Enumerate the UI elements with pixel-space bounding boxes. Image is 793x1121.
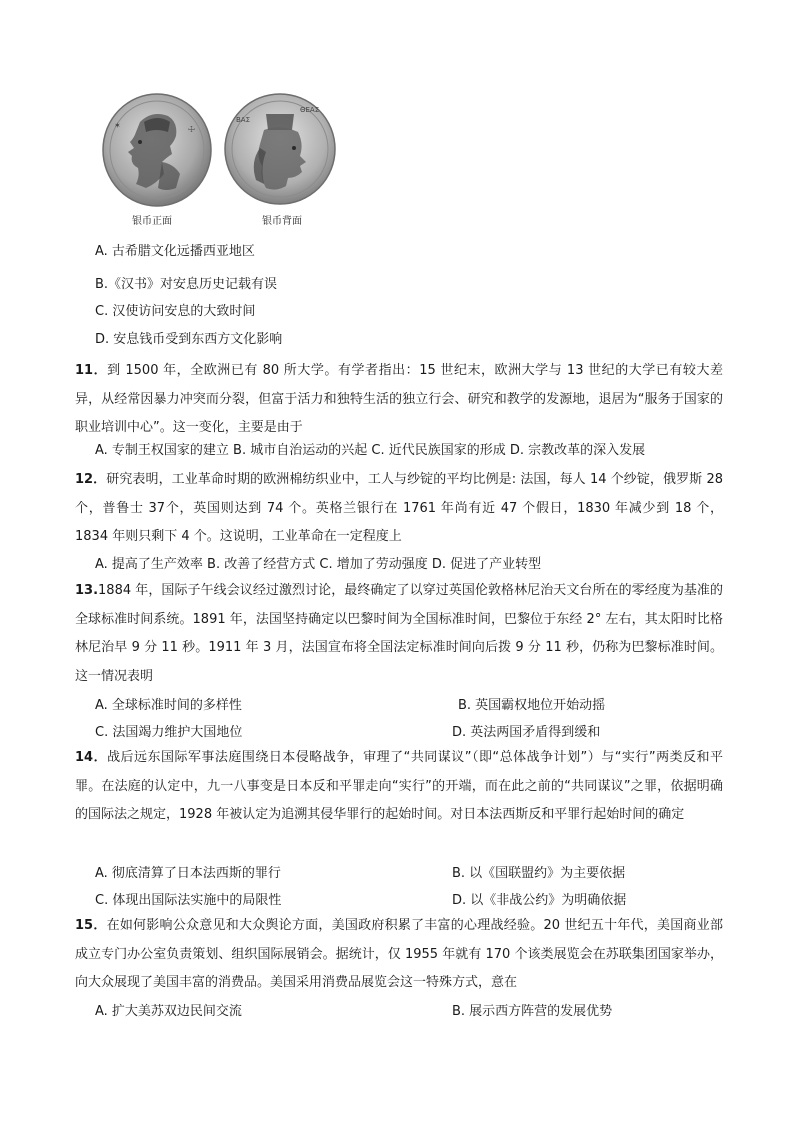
q13-option-d: D. 英法两国矛盾得到缓和: [452, 725, 601, 740]
q13-option-c: C. 法国竭力维护大国地位: [95, 725, 243, 740]
question-15-number: 15．: [75, 918, 107, 933]
q13-option-a: A. 全球标准时间的多样性: [95, 698, 242, 713]
question-11-number: 11．: [75, 363, 108, 378]
q15-option-b: B. 展示西方阵营的发展优势: [452, 1004, 613, 1019]
silver-coins-image: [100, 92, 340, 210]
question-15-stem: 在如何影响公众意见和大众舆论方面，美国政府积累了丰富的心理战经验。20 世纪五十年代，美国商业部成立专门办公室负责策划、组织国际展销会。据统计，仅 1955 年就有 170 个该类展览会在苏联集团国家举办，向大众展现了美国丰富的消费品。美国采用消费品展览会这一特殊方式，意在: [75, 918, 723, 990]
question-12-stem: 研究表明，工业革命时期的欧洲棉纺织业中，工人与纱锭的平均比例是: 法国，每人 14 个纱锭，俄罗斯 28 个，普鲁士 37个，英国则达到 74 个。英格兰银行在 1761 年尚有近 47 个假日，1830 年减少到 18 个，1834 年则只剩下 4 个。这说明，工业革命在一定程度上: [75, 472, 724, 544]
q14-option-d: D. 以《非战公约》为明确依据: [452, 893, 627, 908]
q12-options: A. 提高了生产效率 B. 改善了经营方式 C. 增加了劳动强度 D. 促进了产业转型: [95, 557, 542, 572]
q11-options: A. 专制王权国家的建立 B. 城市自治运动的兴起 C. 近代民族国家的形成 D. 宗教改革的深入发展: [95, 443, 646, 458]
coin-front-caption: 银币正面: [132, 216, 172, 227]
question-11-stem: 到 1500 年，全欧洲已有 80 所大学。有学者指出：15 世纪末，欧洲大学与 13 世纪的大学已有较大差异，从经常因暴力冲突而分裂，但富于活力和独特生活的独立行会、研究和教学的发源地，退居为“服务于国家的职业培训中心”。这一变化，主要是由于: [75, 363, 723, 435]
question-12-number: 12．: [75, 472, 107, 487]
question-14-stem: 战后远东国际军事法庭围绕日本侵略战争，审理了“共同谋议”（即“总体战争计划”）与“实行”两类反和平罪。在法庭的认定中，九一八事变是日本反和平罪走向“实行”的开端，而在此之前的“共同谋议”之罪，依据明确的国际法之规定，1928 年被认定为追溯其侵华罪行的起始时间。对日本法西斯反和平罪行起始时间的确定: [75, 750, 723, 822]
q10-option-c: C. 汉使访问安息的大致时间: [95, 304, 256, 319]
question-11: [75, 357, 723, 443]
coin-figure: [100, 92, 340, 232]
q10-option-a: A. 古希腊文化远播西亚地区: [95, 244, 255, 259]
coin-back-icon: [225, 94, 335, 204]
question-13: [75, 577, 723, 691]
q15-option-a: A. 扩大美苏双边民间交流: [95, 1004, 242, 1019]
svg-text:☩: ☩: [188, 125, 196, 134]
question-14-number: 14．: [75, 750, 108, 765]
q10-option-b: B.《汉书》对安息历史记载有误: [95, 277, 278, 292]
q13-option-b: B. 英国霸权地位开始动摇: [458, 698, 606, 713]
svg-text:ΘΕΑΣ: ΘΕΑΣ: [300, 106, 320, 114]
svg-text:ΒΑΣ: ΒΑΣ: [236, 116, 251, 124]
q14-option-b: B. 以《国联盟约》为主要依据: [452, 866, 626, 881]
question-13-number: 13.: [75, 583, 99, 598]
question-15: [75, 912, 723, 998]
question-13-stem: 1884 年，国际子午线会议经过激烈讨论，最终确定了以穿过英国伦敦格林尼治天文台所在的零经度为基准的全球标准时间系统。1891 年，法国坚持确定以巴黎时间为全国标准时间，巴黎位于东经 2° 左右，其太阳时比格林尼治早 9 分 11 秒。1911 年 3 月，法国宣布将全国法定标准时间向后拨 9 分 11 秒，仍称为巴黎标准时间。这一情况表明: [75, 583, 723, 684]
q14-option-c: C. 体现出国际法实施中的局限性: [95, 893, 282, 908]
svg-text:✶: ✶: [114, 121, 121, 130]
q10-option-d: D. 安息钱币受到东西方文化影响: [95, 332, 283, 347]
coin-back-caption: 银币背面: [262, 216, 302, 227]
q14-option-a: A. 彻底清算了日本法西斯的罪行: [95, 866, 281, 881]
coin-front-icon: [103, 94, 211, 206]
question-14: [75, 744, 723, 830]
question-12: [75, 466, 723, 552]
